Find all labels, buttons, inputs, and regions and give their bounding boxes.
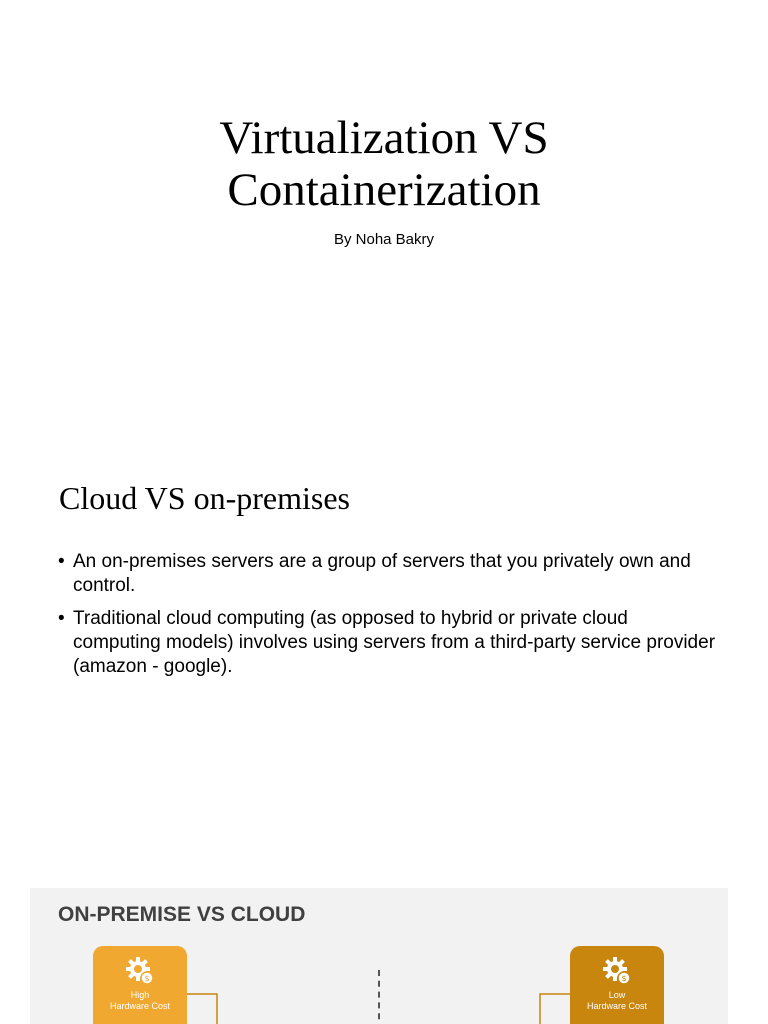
slide-title-line-1: Virtualization VS (219, 112, 549, 164)
bullet-text: Traditional cloud computing (as opposed to hybrid or private cloud computing models) involves using servers from a third-party service provider (amazon - google). (73, 608, 716, 677)
comparison-title: ON-PREMISE VS CLOUD (58, 903, 306, 926)
gear-dollar-icon (602, 956, 632, 986)
card-metric-label: Hardware Cost (109, 1001, 171, 1011)
bullet-dot-icon: • (58, 608, 65, 629)
right-connector-line (530, 988, 570, 1024)
left-connector-line (187, 988, 227, 1024)
bullet-item (58, 550, 718, 598)
card-level-label: High (130, 990, 150, 1000)
bullet-dot-icon: • (58, 551, 65, 572)
high-hardware-cost-card (93, 946, 187, 1024)
center-divider (378, 970, 380, 1024)
slide-subtitle: By Noha Bakry (333, 231, 435, 248)
card-metric-label: Hardware Cost (586, 1001, 648, 1011)
slide-title-line-2: Containerization (227, 164, 541, 216)
svg-text:$: $ (144, 974, 150, 983)
bullet-text: An on-premises servers are a group of servers that you privately own and control. (73, 551, 691, 596)
section-heading: Cloud VS on-premises (59, 480, 350, 516)
bullet-item (58, 607, 718, 679)
card-level-label: Low (608, 990, 626, 1000)
low-hardware-cost-card (570, 946, 664, 1024)
gear-dollar-icon (125, 956, 155, 986)
comparison-slide (30, 888, 728, 1024)
svg-text:$: $ (621, 974, 627, 983)
bullet-list (58, 550, 718, 688)
slide-title (0, 112, 768, 216)
